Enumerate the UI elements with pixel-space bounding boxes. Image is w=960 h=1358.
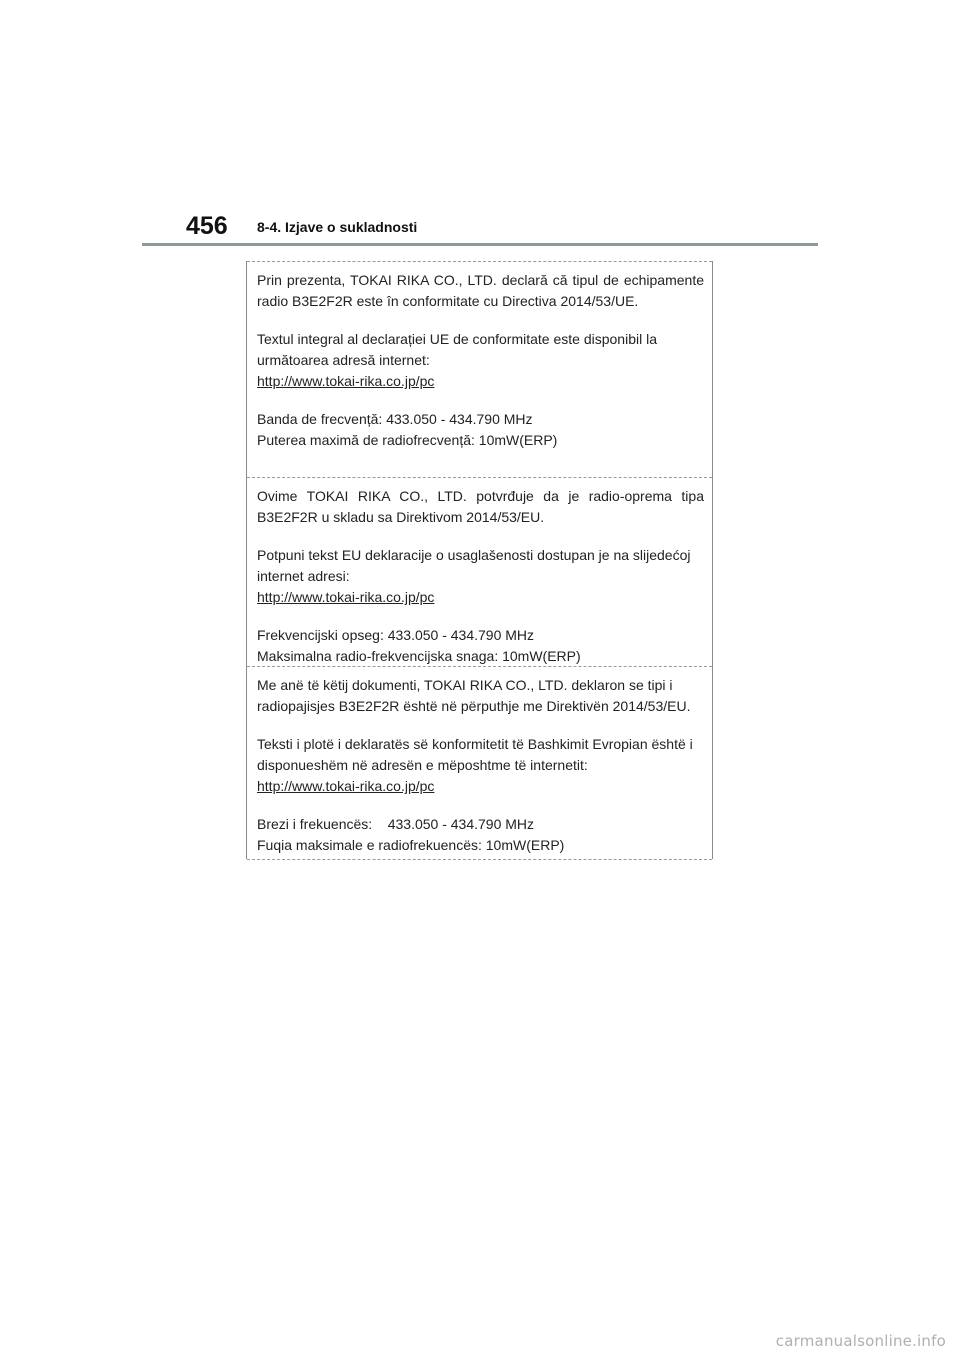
declaration-panel-bosnian bbox=[247, 477, 712, 667]
declaration-text: Me anë të këtij dokumenti, TOKAI RIKA CO., LTD. deklaron se tipi i radiopajisjes B3E2F2R është në përputhje me Direktivën 2014/53/EU. bbox=[257, 677, 691, 714]
declaration-link[interactable]: http://www.tokai-rika.co.jp/pc bbox=[257, 373, 435, 389]
full-text-availability bbox=[257, 329, 704, 392]
frequency-band: Brezi i frekuencës: 433.050 - 434.790 MHz bbox=[257, 816, 535, 832]
radio-specs bbox=[257, 409, 704, 451]
frequency-band: Banda de frecvență: 433.050 - 434.790 MHz bbox=[257, 411, 533, 427]
full-text-note: Potpuni tekst EU deklaracije o usaglašenosti dostupan je na slijedećoj internet adresi: bbox=[257, 547, 691, 584]
full-text-note: Textul integral al declarației UE de conformitate este disponibil la următoarea adresă internet: bbox=[257, 331, 657, 368]
max-power: Fuqia maksimale e radiofrekuencës: 10mW(ERP) bbox=[257, 837, 565, 853]
full-text-note: Teksti i plotë i deklaratës së konformitetit të Bashkimit Evropian është i disponueshëm në adresën e mëposhtme të internetit: bbox=[257, 736, 693, 773]
radio-specs bbox=[257, 625, 704, 667]
declaration-text: Prin prezenta, TOKAI RIKA CO., LTD. declară că tipul de echipamente radio B3E2F2R este în conformitate cu Directiva 2014/53/UE. bbox=[257, 272, 704, 309]
declaration-link[interactable]: http://www.tokai-rika.co.jp/pc bbox=[257, 589, 435, 605]
radio-specs bbox=[257, 814, 704, 856]
max-power: Maksimalna radio-frekvencijska snaga: 10mW(ERP) bbox=[257, 648, 581, 664]
header-rule bbox=[142, 243, 818, 246]
declaration-panel-albanian bbox=[247, 666, 712, 860]
section-title: 8-4. Izjave o sukladnosti bbox=[257, 219, 418, 235]
watermark: carmanualsonline.info bbox=[775, 1332, 946, 1350]
max-power: Puterea maximă de radiofrecvență: 10mW(ERP) bbox=[257, 432, 558, 448]
declaration-link[interactable]: http://www.tokai-rika.co.jp/pc bbox=[257, 778, 435, 794]
declaration-box bbox=[246, 261, 713, 859]
full-text-availability bbox=[257, 545, 704, 608]
frequency-band: Frekvencijski opseg: 433.050 - 434.790 MHz bbox=[257, 627, 535, 643]
declaration-text: Ovime TOKAI RIKA CO., LTD. potvrđuje da je radio-oprema tipa B3E2F2R u skladu sa Direktivom 2014/53/EU. bbox=[257, 488, 704, 525]
page-number: 456 bbox=[186, 212, 228, 240]
declaration-panel-romanian bbox=[247, 261, 712, 478]
full-text-availability bbox=[257, 734, 704, 797]
